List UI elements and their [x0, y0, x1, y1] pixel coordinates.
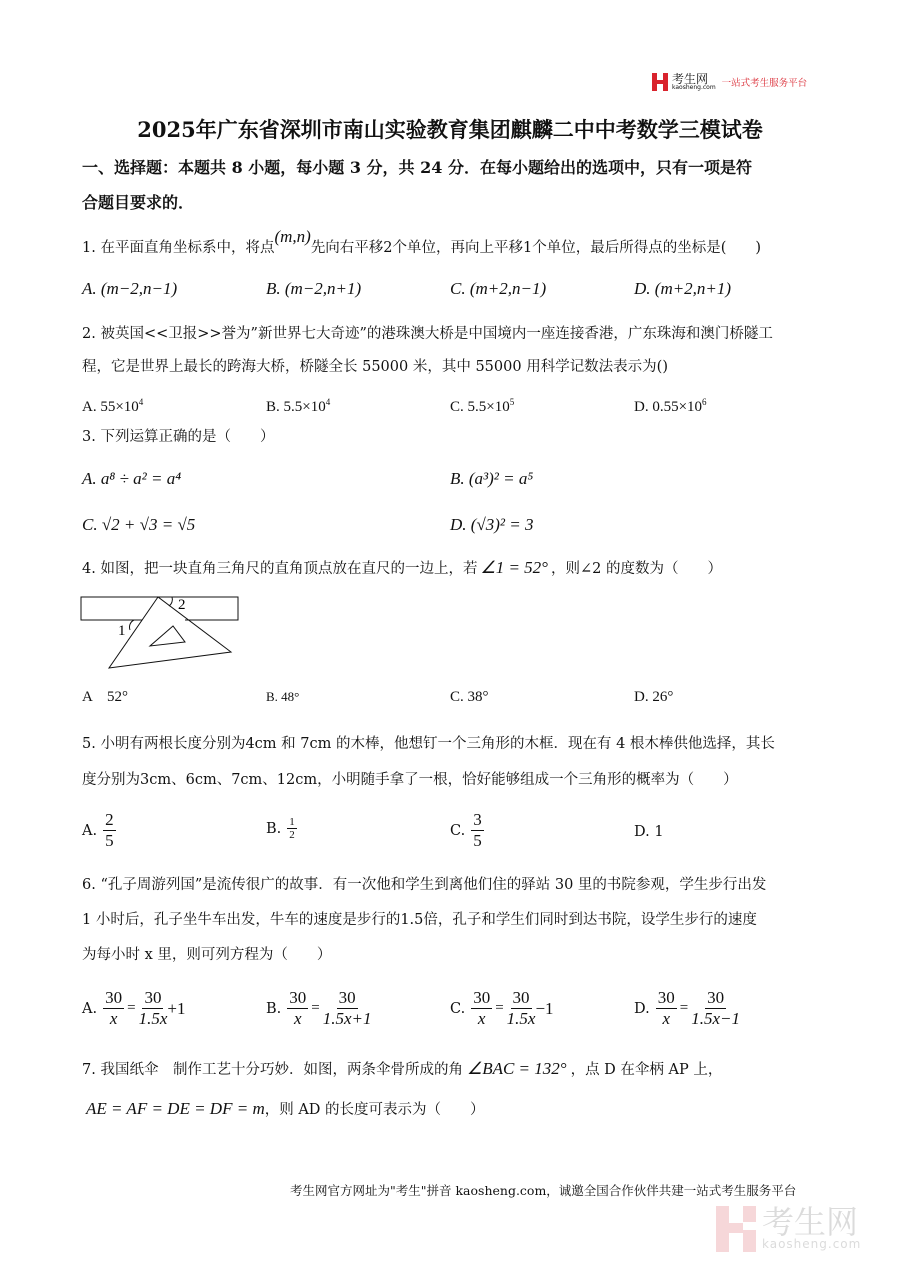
- q6-option-b[interactable]: [266, 988, 372, 1029]
- q2-option-b-label: B. 5.5×10: [266, 399, 326, 415]
- question-1: [82, 226, 762, 257]
- q3-option-d[interactable]: D. (√3)² = 3: [450, 515, 534, 534]
- numerator: 3: [473, 810, 482, 829]
- q7-line2: [86, 1098, 485, 1119]
- q6-line2: 1 小时后，孔子坐牛车出发，牛车的速度是步行的1.5倍，孔子和学生们同时到达书院，设学生步行的速度: [82, 912, 757, 928]
- equals-sign: =: [127, 1000, 136, 1016]
- q4-option-c[interactable]: C. 38°: [450, 689, 489, 705]
- q3-option-a[interactable]: A. a⁸ ÷ a² = a⁴: [82, 469, 182, 488]
- q4-option-b[interactable]: B. 48°: [266, 689, 300, 704]
- angle-2-label: 2: [178, 597, 186, 613]
- equals-sign: =: [311, 1000, 320, 1016]
- numerator: 1: [289, 816, 295, 828]
- kaosheng-watermark-icon: [716, 1206, 756, 1252]
- denominator: 1.5x−1: [691, 1009, 740, 1028]
- q1-point: (m,n): [274, 226, 311, 246]
- q3-stem: 3. 下列运算正确的是（ ）: [82, 429, 275, 445]
- page-title: 2025年广东省深圳市南山实验教育集团麒麟二中中考数学三模试卷: [137, 117, 763, 142]
- tail-term: +1: [167, 998, 186, 1018]
- numerator: 30: [657, 988, 675, 1007]
- q7-line1: [82, 1058, 722, 1079]
- watermark-text: 考生网: [762, 1203, 859, 1241]
- option-label: A.: [82, 1000, 98, 1017]
- q2-option-a-label: A. 55×10: [82, 399, 139, 415]
- numerator: 30: [707, 988, 725, 1007]
- q6-option-a[interactable]: [82, 988, 185, 1029]
- watermark-sub: kaosheng.com: [762, 1237, 862, 1251]
- q5-option-c-label: C.: [450, 822, 466, 839]
- q1-option-b[interactable]: B. (m−2,n+1): [266, 279, 362, 298]
- numerator: 30: [512, 988, 530, 1007]
- equals-sign: =: [495, 1000, 504, 1016]
- q4-stem: 4. 如图，把一块直角三角尺的直角顶点放在直尺的一边上，若: [82, 561, 478, 577]
- q4-stem-end: ，则∠2 的度数为（ ）: [550, 561, 722, 577]
- q1-option-c[interactable]: C. (m+2,n−1): [450, 279, 547, 298]
- fraction-left: [471, 988, 492, 1029]
- q7-stem-cont: ，点 D 在伞柄 AP 上，: [570, 1062, 723, 1078]
- angle-1-label: 1: [118, 623, 126, 639]
- denominator: x: [293, 1009, 302, 1028]
- numerator: 30: [338, 988, 356, 1007]
- q4-expression: ∠1 = 52°: [480, 557, 548, 577]
- equals-sign: =: [679, 1000, 689, 1016]
- fraction-right: [139, 988, 168, 1029]
- denominator: x: [477, 1009, 486, 1028]
- denominator: 2: [289, 829, 295, 841]
- fraction: [103, 810, 116, 851]
- section-heading-line2: 合题目要求的．: [82, 193, 195, 212]
- q6-line3: 为每小时 x 里，则可列方程为（ ）: [82, 947, 332, 963]
- q2-option-c[interactable]: [450, 392, 514, 417]
- kaosheng-logo-icon: [652, 73, 668, 91]
- fraction-right: [323, 988, 372, 1029]
- q7-angle-expression: ∠BAC = 132°: [466, 1058, 567, 1078]
- q2-option-b[interactable]: [266, 392, 330, 417]
- denominator: 5: [105, 831, 114, 850]
- fraction-left: [287, 988, 308, 1029]
- q5-option-b-label: B.: [266, 820, 282, 837]
- fraction: [287, 816, 297, 841]
- q2-option-d[interactable]: [634, 392, 707, 417]
- fraction-right: [507, 988, 536, 1029]
- option-label: B.: [266, 1000, 282, 1017]
- q2-option-c-label: C. 5.5×10: [450, 399, 510, 415]
- q6-line1: 6. “孔子周游列国”是流传很广的故事．有一次他和学生到离他们住的驿站 30 里的书院参观，学生步行出发: [82, 877, 767, 893]
- q5-option-b[interactable]: [266, 816, 297, 841]
- q2-option-a-exp: 4: [138, 397, 144, 407]
- q2-option-a[interactable]: [82, 392, 143, 417]
- denominator: 5: [473, 831, 482, 850]
- q1-stem: 1. 在平面直角坐标系中，将点: [82, 240, 275, 256]
- fraction: [471, 810, 484, 851]
- q2-option-c-exp: 5: [509, 397, 515, 407]
- q5-option-a[interactable]: [82, 810, 116, 851]
- denominator: 1.5x: [138, 1009, 168, 1028]
- q6-option-d[interactable]: [634, 988, 740, 1029]
- question-4: [82, 557, 722, 578]
- q2-option-d-label: D. 0.55×10: [634, 399, 703, 415]
- watermark: [716, 1203, 862, 1252]
- logo-sub: kaosheng.com: [672, 84, 716, 91]
- numerator: 2: [105, 810, 114, 829]
- q2-line1: 2. 被英国<<卫报>>誉为”新世界七大奇迹”的港珠澳大桥是中国境内一座连接香港，广东珠海和澳门桥隧工: [82, 326, 773, 342]
- q3-option-c[interactable]: C. √2 + √3 = √5: [82, 515, 196, 534]
- numerator: 30: [144, 988, 162, 1007]
- q4-option-d[interactable]: D. 26°: [634, 689, 674, 705]
- fraction-right: [691, 988, 740, 1029]
- fraction-left: [656, 988, 677, 1029]
- slogan: 一站式考生服务平台: [721, 78, 808, 89]
- q5-option-c[interactable]: [450, 810, 484, 851]
- header-logo: [652, 73, 807, 91]
- q1-option-a[interactable]: A. (m−2,n−1): [82, 279, 178, 298]
- numerator: 30: [289, 988, 307, 1007]
- q1-stem-end: 先向右平移2个单位，再向上平移1个单位，最后所得点的坐标是( ): [310, 240, 762, 256]
- q2-line2: 程，它是世界上最长的跨海大桥，桥隧全长 55000 米，其中 55000 用科学记数法表示为(): [82, 359, 669, 375]
- q3-option-b[interactable]: B. (a³)² = a⁵: [450, 469, 534, 488]
- fraction-left: [103, 988, 124, 1029]
- q2-option-b-exp: 4: [325, 397, 331, 407]
- numerator: 30: [473, 988, 491, 1007]
- tail-term: −1: [535, 998, 554, 1018]
- q5-option-a-label: A.: [82, 822, 98, 839]
- q7-length-expression: AE = AF = DE = DF = m: [86, 1098, 265, 1118]
- q5-line2: 度分别为3cm、6cm、7cm、12cm，小明随手拿了一根，恰好能够组成一个三角形的概率为（ ）: [82, 772, 738, 788]
- denominator: 1.5x: [506, 1009, 536, 1028]
- footer-text: 考生网官方网址为"考生"拼音 kaosheng.com，诚邀全国合作伙伴共建一站式考生服务平台: [290, 1183, 797, 1198]
- option-label: D.: [634, 1000, 650, 1017]
- q2-option-d-exp: 6: [702, 397, 707, 407]
- q4-option-a[interactable]: A 52°: [82, 689, 129, 705]
- set-square: [109, 597, 231, 668]
- denominator: x: [109, 1009, 118, 1028]
- logo-text: 考生网: [672, 72, 709, 86]
- q7-stem-end: ，则 AD 的长度可表示为（ ）: [264, 1102, 485, 1118]
- ruler-triangle-figure: [78, 590, 243, 672]
- q5-line1: 5. 小明有两根长度分别为4cm 和 7cm 的木棒，他想钉一个三角形的木框．现在有 4 根木棒供他选择，其长: [82, 736, 775, 752]
- q5-option-d[interactable]: D. 1: [634, 824, 664, 840]
- q1-option-d[interactable]: D. (m+2,n+1): [634, 279, 732, 298]
- q6-option-c[interactable]: [450, 988, 554, 1029]
- numerator: 30: [105, 988, 123, 1007]
- q7-stem: 7. 我国纸伞 制作工艺十分巧妙．如图，两条伞骨所成的角: [82, 1062, 463, 1078]
- section-heading-line1: 一、选择题：本题共 8 小题，每小题 3 分，共 24 分．在每小题给出的选项中，只有一项是符: [82, 158, 752, 177]
- denominator: x: [662, 1009, 670, 1028]
- option-label: C.: [450, 1000, 466, 1017]
- denominator: 1.5x+1: [322, 1009, 372, 1028]
